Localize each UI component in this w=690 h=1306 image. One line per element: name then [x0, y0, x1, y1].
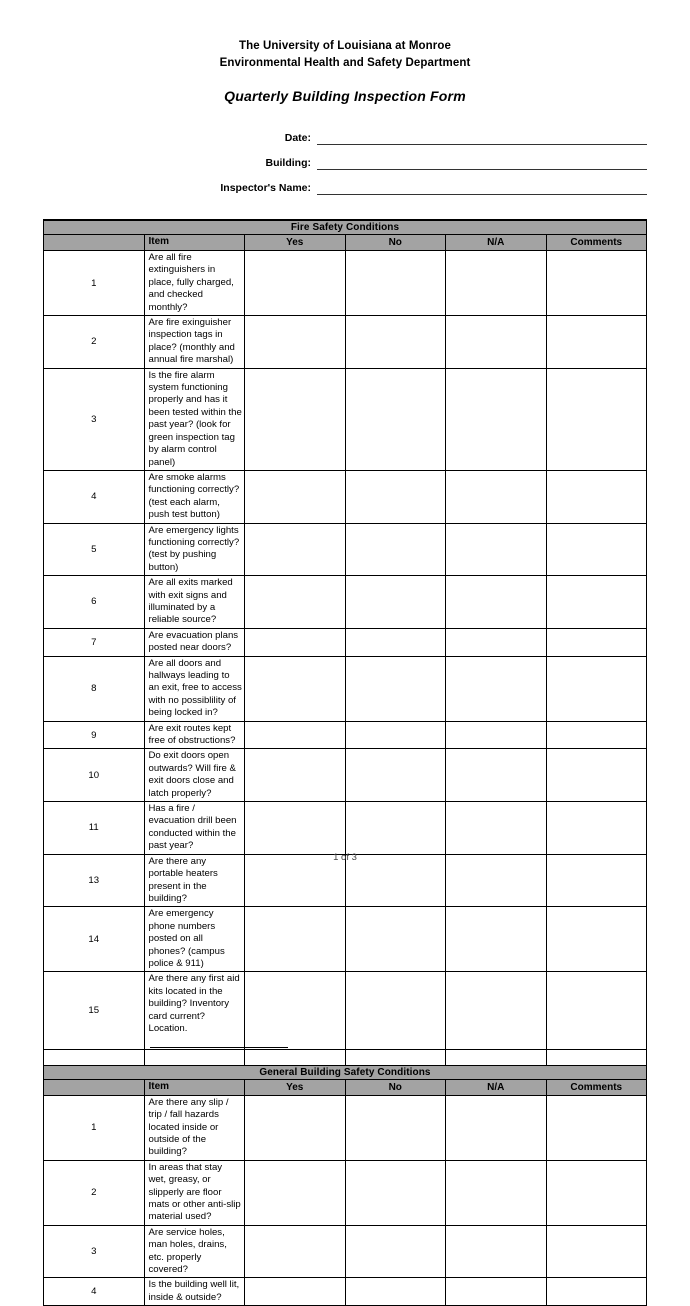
- row-yes-checkbox[interactable]: [245, 523, 346, 576]
- row-no-checkbox[interactable]: [345, 972, 446, 1049]
- row-no-checkbox[interactable]: [345, 656, 446, 721]
- table-row: [44, 1095, 647, 1160]
- row-no-checkbox[interactable]: [345, 1278, 446, 1306]
- column-header-number: [44, 1079, 145, 1095]
- column-header-no: No: [345, 1079, 446, 1095]
- row-na-checkbox[interactable]: [446, 1278, 547, 1306]
- table-row: [44, 251, 647, 316]
- row-yes-checkbox[interactable]: [245, 368, 346, 470]
- row-item-text: [144, 907, 245, 972]
- row-item-text: [144, 1225, 245, 1278]
- row-item-line-secondary: Location.: [148, 1022, 188, 1034]
- row-comments-field[interactable]: [546, 1225, 647, 1278]
- row-number: 5: [44, 523, 145, 576]
- row-comments-field[interactable]: [546, 1160, 647, 1225]
- row-no-checkbox[interactable]: [345, 628, 446, 656]
- row-yes-checkbox[interactable]: [245, 628, 346, 656]
- row-number: 14: [44, 907, 145, 972]
- row-na-checkbox[interactable]: [446, 523, 547, 576]
- column-header-yes: Yes: [245, 1079, 346, 1095]
- row-item-text: [144, 628, 245, 656]
- row-item-line: Has a fire / evacuation drill been conducted within the past year?: [148, 803, 237, 852]
- row-no-checkbox[interactable]: [345, 721, 446, 749]
- row-no-checkbox[interactable]: [345, 576, 446, 629]
- building-input-line[interactable]: [317, 156, 647, 170]
- row-item-line: Are there any slip / trip / fall hazards located inside or outside of the building?: [148, 1096, 229, 1158]
- table-row: [44, 1160, 647, 1225]
- row-number: 1: [44, 1095, 145, 1160]
- row-item-text: [144, 523, 245, 576]
- spacer-cell: [44, 1049, 145, 1065]
- row-comments-field[interactable]: [546, 1095, 647, 1160]
- table-row: [44, 721, 647, 749]
- row-yes-checkbox[interactable]: [245, 1225, 346, 1278]
- row-comments-field[interactable]: [546, 470, 647, 523]
- row-yes-checkbox[interactable]: [245, 656, 346, 721]
- column-header-item: Item: [144, 1079, 245, 1095]
- row-no-checkbox[interactable]: [345, 251, 446, 316]
- row-comments-field[interactable]: [546, 1278, 647, 1306]
- row-na-checkbox[interactable]: [446, 470, 547, 523]
- row-item-line: Are there any portable heaters present in the building?: [148, 855, 218, 904]
- row-number: 11: [44, 802, 145, 855]
- row-item-line: Are emergency phone numbers posted on all phones? (campus police & 911): [148, 908, 225, 969]
- row-item-line: Are emergency lights functioning correctly? (test by pushing button): [148, 524, 240, 573]
- row-item-line: Are evacuation plans posted near doors?: [148, 629, 239, 654]
- inspector-name-input-line[interactable]: [317, 181, 647, 195]
- row-na-checkbox[interactable]: [446, 656, 547, 721]
- row-item-text: [144, 576, 245, 629]
- row-no-checkbox[interactable]: [345, 1160, 446, 1225]
- section-title: Fire Safety Conditions: [44, 220, 647, 235]
- row-item-line: In areas that stay wet, greasy, or slipperly are floor mats or other anti-slip material used?: [148, 1161, 241, 1223]
- row-comments-field[interactable]: [546, 251, 647, 316]
- row-number: 4: [44, 470, 145, 523]
- table-row: [44, 523, 647, 576]
- table-spacer-row: [44, 1049, 647, 1065]
- row-no-checkbox[interactable]: [345, 523, 446, 576]
- row-yes-checkbox[interactable]: [245, 1095, 346, 1160]
- row-item-text: [144, 802, 245, 855]
- row-na-checkbox[interactable]: [446, 749, 547, 802]
- column-header-row: [44, 1079, 647, 1095]
- row-number: 15: [44, 972, 145, 1049]
- row-item-text: [144, 316, 245, 369]
- table-row: [44, 1225, 647, 1278]
- row-no-checkbox[interactable]: [345, 749, 446, 802]
- building-label: Building:: [265, 157, 311, 169]
- spacer-cell: [546, 1049, 647, 1065]
- row-yes-checkbox[interactable]: [245, 749, 346, 802]
- row-no-checkbox[interactable]: [345, 316, 446, 369]
- column-header-row: [44, 235, 647, 251]
- section-title: General Building Safety Conditions: [44, 1065, 647, 1079]
- column-header-comments: Comments: [546, 235, 647, 251]
- page-footer: 1 of 3: [333, 852, 357, 863]
- row-item-text: [144, 368, 245, 470]
- form-fields: [0, 120, 690, 195]
- table-row: [44, 656, 647, 721]
- document-header: [0, 38, 690, 104]
- row-na-checkbox[interactable]: [446, 802, 547, 855]
- row-na-checkbox[interactable]: [446, 628, 547, 656]
- row-number: 13: [44, 854, 145, 907]
- column-header-yes: Yes: [245, 235, 346, 251]
- row-item-line: Are service holes, man holes, drains, etc. properly covered?: [148, 1226, 227, 1276]
- row-na-checkbox[interactable]: [446, 251, 547, 316]
- column-header-na: N/A: [446, 235, 547, 251]
- row-comments-field[interactable]: [546, 368, 647, 470]
- row-number: 4: [44, 1278, 145, 1306]
- row-item-text: [144, 1095, 245, 1160]
- row-number: 6: [44, 576, 145, 629]
- row-number: 3: [44, 368, 145, 470]
- row-yes-checkbox[interactable]: [245, 721, 346, 749]
- row-number: 2: [44, 316, 145, 369]
- row-no-checkbox[interactable]: [345, 802, 446, 855]
- section-title-row: [44, 1065, 647, 1079]
- row-item-text: [144, 470, 245, 523]
- row-item-text: [144, 656, 245, 721]
- row-number: 9: [44, 721, 145, 749]
- table-row: [44, 628, 647, 656]
- row-no-checkbox[interactable]: [345, 1225, 446, 1278]
- row-item-line: Are all fire extinguishers in place, fully charged, and checked monthly?: [148, 252, 234, 313]
- spacer-cell: [345, 1049, 446, 1065]
- row-na-checkbox[interactable]: [446, 1095, 547, 1160]
- row-yes-checkbox[interactable]: [245, 576, 346, 629]
- row-na-checkbox[interactable]: [446, 368, 547, 470]
- organization-line-1: The University of Louisiana at Monroe: [238, 40, 451, 52]
- row-no-checkbox[interactable]: [345, 470, 446, 523]
- form-title: Quarterly Building Inspection Form: [224, 88, 466, 104]
- inspector-name-label: Inspector's Name:: [220, 182, 311, 194]
- row-item-line: Is the fire alarm system functioning properly and has it been tested within the past year? (look for green inspection tag by alarm control panel): [148, 369, 242, 468]
- row-item-text: [144, 1278, 245, 1306]
- row-number: 2: [44, 1160, 145, 1225]
- row-yes-checkbox[interactable]: [245, 802, 346, 855]
- row-item-text: [144, 721, 245, 749]
- spacer-cell: [245, 1049, 346, 1065]
- table-row: [44, 749, 647, 802]
- row-item-line: Are exit routes kept free of obstructions?: [148, 722, 236, 747]
- row-yes-checkbox[interactable]: [245, 1278, 346, 1306]
- row-item-text: [144, 749, 245, 802]
- row-item-line: Are fire exinguisher inspection tags in place? (monthly and annual fire marshal): [148, 317, 235, 366]
- row-yes-checkbox[interactable]: [245, 1160, 346, 1225]
- row-na-checkbox[interactable]: [446, 576, 547, 629]
- row-na-checkbox[interactable]: [446, 907, 547, 972]
- row-number: 7: [44, 628, 145, 656]
- row-item-text: [144, 972, 245, 1049]
- row-yes-checkbox[interactable]: [245, 907, 346, 972]
- row-na-checkbox[interactable]: [446, 316, 547, 369]
- row-yes-checkbox[interactable]: [245, 470, 346, 523]
- row-item-line: Are there any first aid kits located in the building? Inventory card current?: [148, 973, 240, 1022]
- row-comments-field[interactable]: [546, 907, 647, 972]
- inspection-table: [43, 219, 647, 1306]
- section-title-row: [44, 220, 647, 235]
- row-comments-field[interactable]: [546, 972, 647, 1049]
- row-number: 8: [44, 656, 145, 721]
- column-header-item: Item: [144, 235, 245, 251]
- row-item-text: [144, 1160, 245, 1225]
- row-item-line: Are smoke alarms functioning correctly? (test each alarm, push test button): [148, 471, 240, 521]
- row-no-checkbox[interactable]: [345, 368, 446, 470]
- row-comments-field[interactable]: [546, 576, 647, 629]
- location-write-in-line[interactable]: [150, 1037, 288, 1048]
- table-row: [44, 470, 647, 523]
- row-comments-field[interactable]: [546, 749, 647, 802]
- row-number: 3: [44, 1225, 145, 1278]
- row-na-checkbox[interactable]: [446, 1160, 547, 1225]
- column-header-number: [44, 235, 145, 251]
- row-item-line: Are all doors and hallways leading to an exit, free to access with no possiblility of being locked in?: [148, 657, 242, 719]
- row-na-checkbox[interactable]: [446, 1225, 547, 1278]
- row-comments-field[interactable]: [546, 316, 647, 369]
- spacer-cell: [144, 1049, 245, 1065]
- table-row: [44, 802, 647, 855]
- field-row-date: [0, 120, 690, 145]
- table-row: [44, 576, 647, 629]
- date-input-line[interactable]: [317, 131, 647, 145]
- spacer-cell: [446, 1049, 547, 1065]
- row-comments-field[interactable]: [546, 721, 647, 749]
- date-label: Date:: [284, 132, 311, 144]
- column-header-comments: Comments: [546, 1079, 647, 1095]
- row-comments-field[interactable]: [546, 802, 647, 855]
- row-yes-checkbox[interactable]: [245, 251, 346, 316]
- row-no-checkbox[interactable]: [345, 1095, 446, 1160]
- table-row: [44, 1278, 647, 1306]
- table-row: [44, 907, 647, 972]
- row-comments-field[interactable]: [546, 523, 647, 576]
- field-row-building: [0, 145, 690, 170]
- row-item-text: [144, 251, 245, 316]
- table-row: [44, 972, 647, 1049]
- row-number: 10: [44, 749, 145, 802]
- column-header-no: No: [345, 235, 446, 251]
- table-row: [44, 368, 647, 470]
- field-row-inspector-name: [0, 170, 690, 195]
- table-row: [44, 316, 647, 369]
- row-yes-checkbox[interactable]: [245, 316, 346, 369]
- row-comments-field[interactable]: [546, 656, 647, 721]
- row-comments-field[interactable]: [546, 628, 647, 656]
- row-item-line: Is the building well lit, inside & outside?: [148, 1279, 240, 1303]
- organization-line-2: Environmental Health and Safety Department: [219, 57, 471, 69]
- row-na-checkbox[interactable]: [446, 972, 547, 1049]
- column-header-na: N/A: [446, 1079, 547, 1095]
- row-number: 1: [44, 251, 145, 316]
- row-na-checkbox[interactable]: [446, 721, 547, 749]
- row-no-checkbox[interactable]: [345, 907, 446, 972]
- row-item-line: Do exit doors open outwards? Will fire & exit doors close and latch properly?: [148, 750, 236, 799]
- row-item-line: Are all exits marked with exit signs and illuminated by a reliable source?: [148, 577, 233, 626]
